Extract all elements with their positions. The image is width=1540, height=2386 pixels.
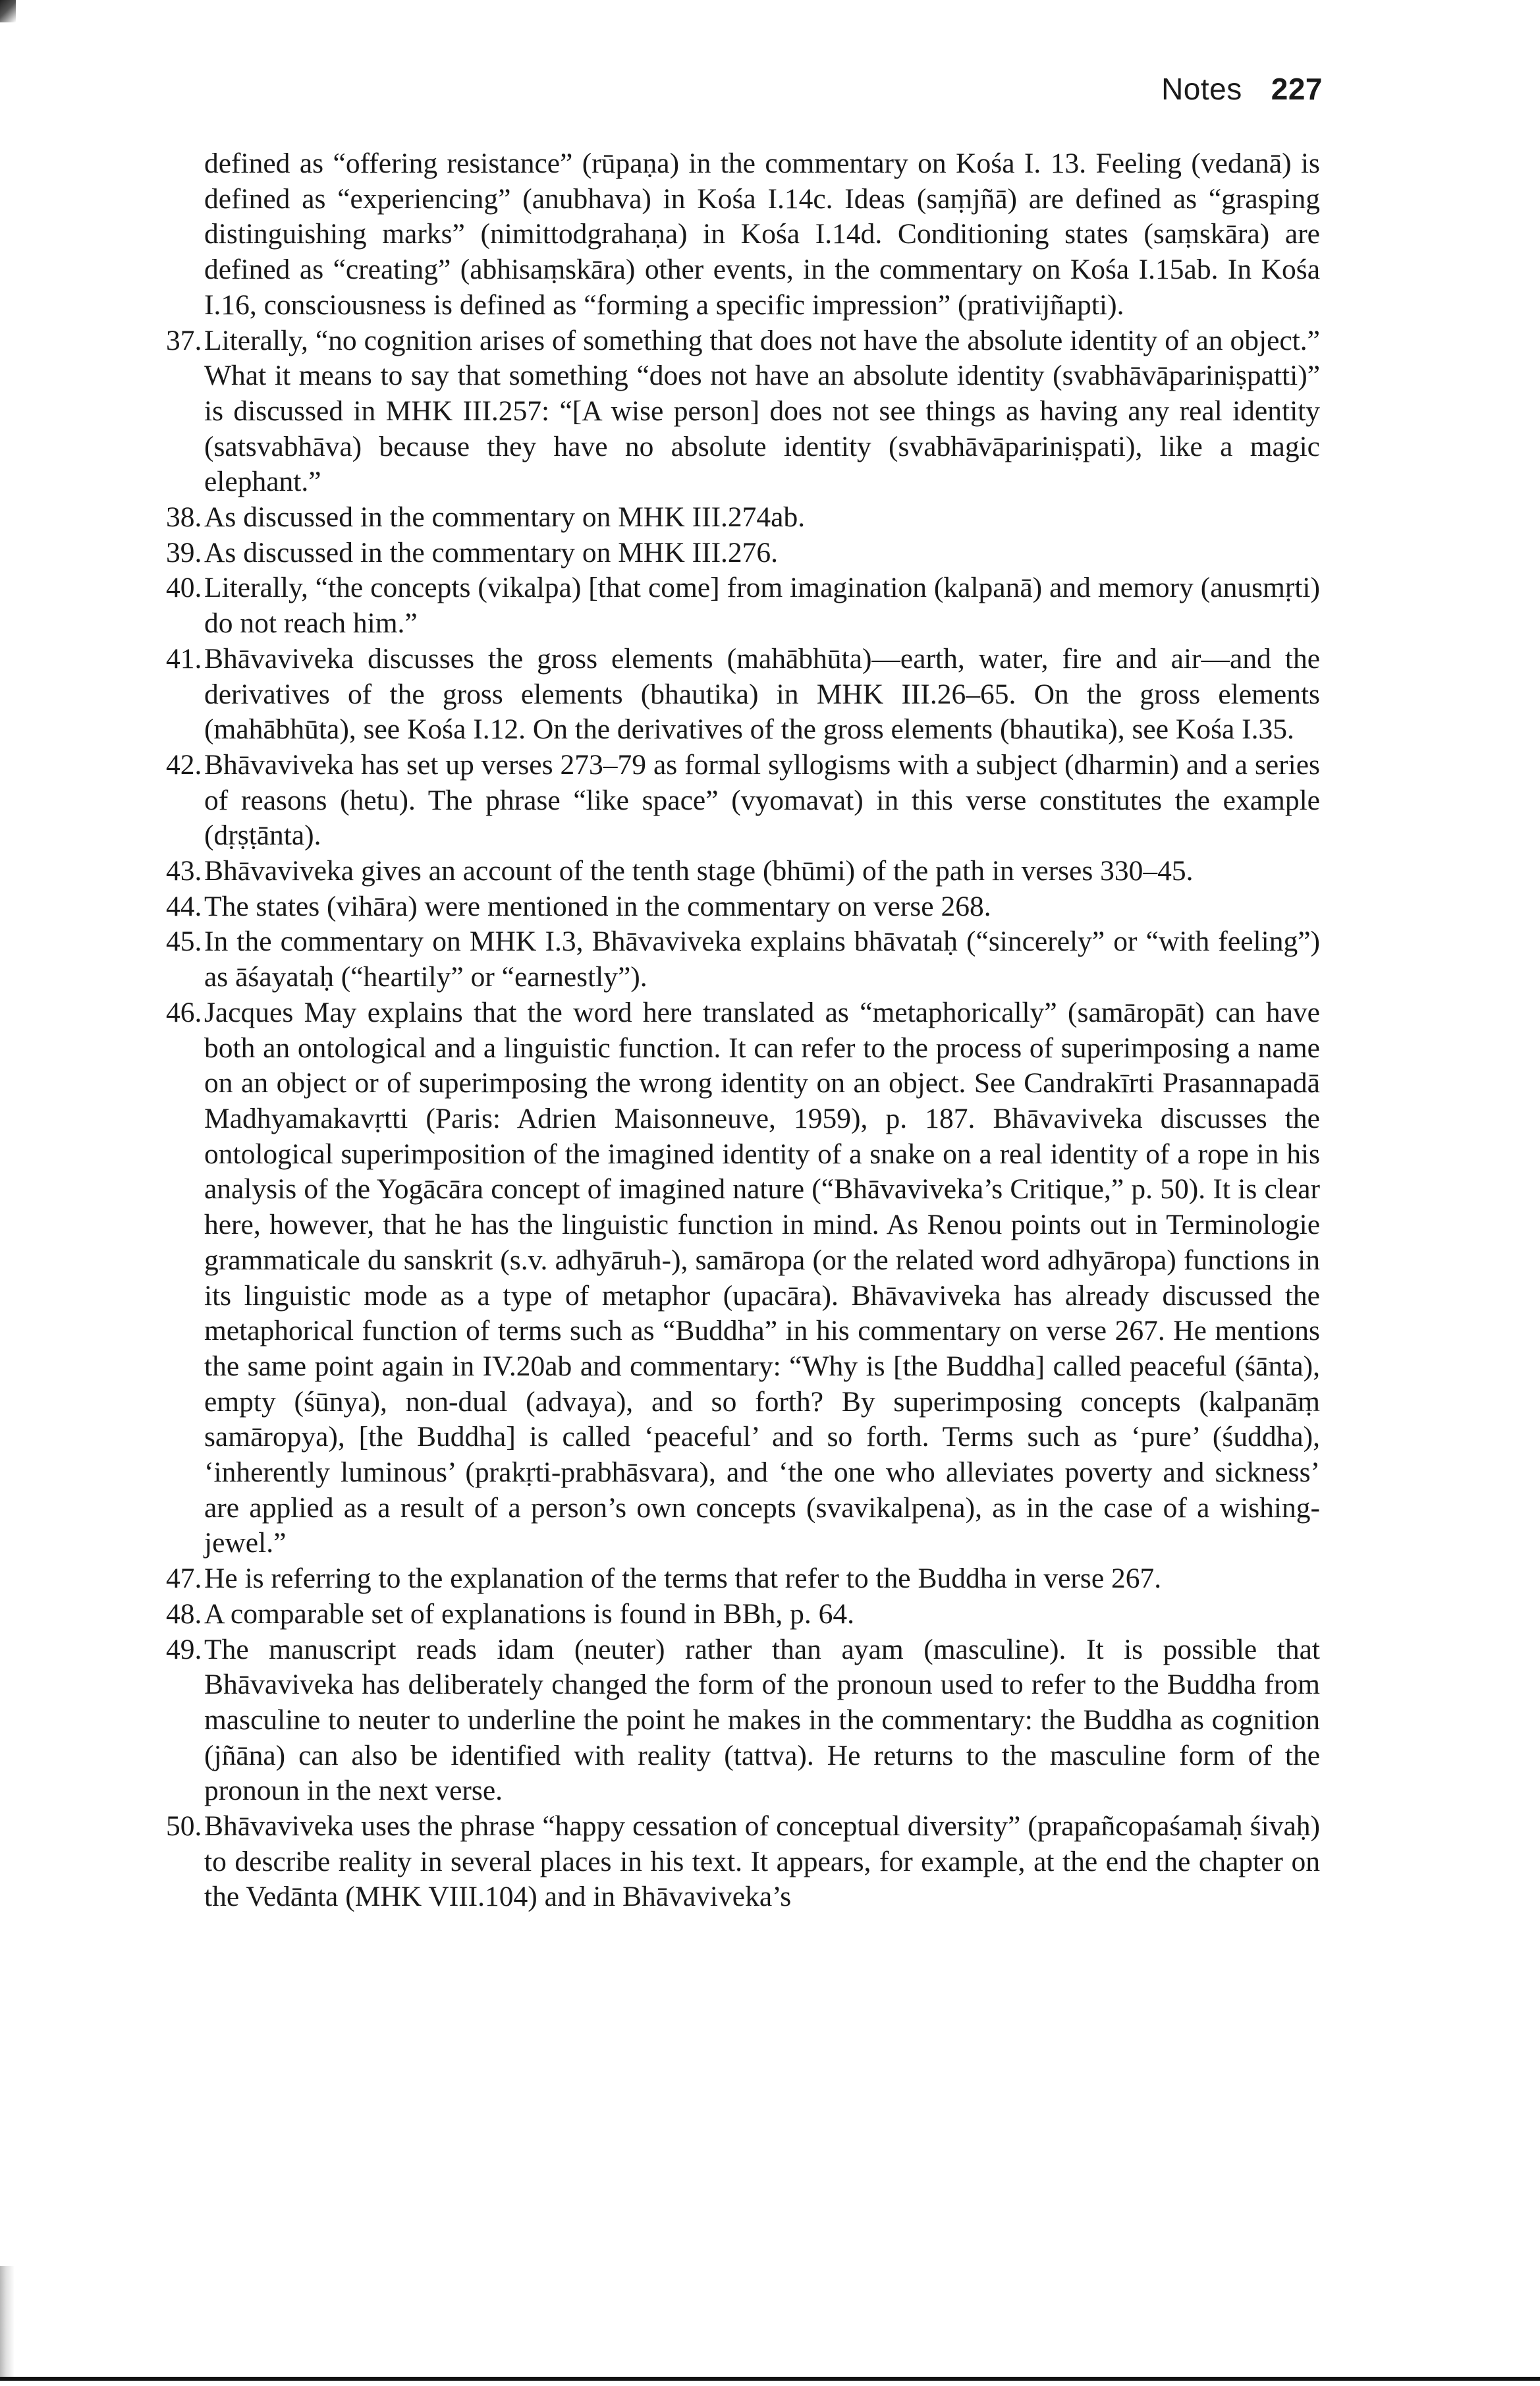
note-text: Jacques May explains that the word here translated as “metaphorically” (samāropāt) can have both an ontological and a linguistic function. It can refer to the process of superimposing a name on an object or of superimposing the wrong identity on an object. See Candrakīrti Prasannapadā Madhyamakavṛtti (Paris: Adrien Maisonneuve, 1959), p. 187. Bhāvaviveka discusses the ontological superimposition of the imagined identity of a snake on a real identity of a rope in his analysis of the Yogācāra concept of imagined nature (“Bhāvaviveka’s Critique,” p. 50). It is clear here, however, that he has the linguistic function in mind. As Renou points out in Terminologie grammaticale du sanskrit (s.v. adhyāruh-), samāropa (or the related word adhyāropa) functions in its linguistic mode as a type of metaphor (upacāra). Bhāvaviveka has already discussed the metaphorical function of terms such as “Buddha” in his commentary on verse 267. He mentions the same point again in IV.20ab and commentary: “Why is [the Buddha] called peaceful (śānta), empty (śūnya), non-dual (advaya), and so forth? By superimposing concepts (kalpanāṃ samāropya), [the Buddha] is called ‘peaceful’ and so forth. Terms such as ‘pure’ (śuddha), ‘inherently luminous’ (prakṛti-prabhāsvara), and ‘the one who alleviates poverty and sickness’ are applied as a result of a person’s own concepts (svavikalpena), as in the case of a wishing-jewel.” [204, 996, 1320, 1559]
note-text: Bhāvaviveka discusses the gross elements (mahābhūta)—earth, water, fire and air—and the derivatives of the gross elements (bhautika) in MHK III.26–65. On the gross elements (mahābhūta), see Kośa I.12. On the derivatives of the gross elements (bhautika), see Kośa I.35. [204, 642, 1320, 746]
note-item [166, 570, 1320, 641]
note-item [166, 748, 1320, 854]
note-text: Literally, “the concepts (vikalpa) [that come] from imagination (kalpanā) and memory (anusmṛti) do not reach him.” [204, 572, 1320, 640]
note-item [166, 1809, 1320, 1915]
note-number: 44. [166, 890, 202, 922]
running-head [1161, 71, 1323, 107]
note-number: 48. [166, 1597, 202, 1630]
note-text: Bhāvaviveka uses the phrase “happy cessation of conceptual diversity” (prapañcopaśamaḥ śivaḥ) to describe reality in several places in his text. It appears, for example, at the end the chapter on the Vedānta (MHK VIII.104) and in Bhāvaviveka’s [204, 1810, 1320, 1913]
note-item [166, 642, 1320, 748]
note-text: Bhāvaviveka has set up verses 273–79 as formal syllogisms with a subject (dharmin) and a series of reasons (hetu). The phrase “like space” (vyomavat) in this verse constitutes the example (dṛṣṭānta). [204, 748, 1320, 852]
notes-body [166, 146, 1320, 1915]
note-item [166, 500, 1320, 536]
note-item [166, 1632, 1320, 1810]
note-text: The states (vihāra) were mentioned in the commentary on verse 268. [204, 890, 991, 922]
page-number: 227 [1271, 72, 1323, 106]
note-number: 41. [166, 642, 202, 675]
note-item [166, 323, 1320, 501]
note-text: Literally, “no cognition arises of something that does not have the absolute identity of an object.” What it means to say that something “does not have an absolute identity (svabhāvāpariniṣpatti)” is discussed in MHK III.257: “[A wise person] does not see things as having any real identity (satsvabhāva) because they have no absolute identity (svabhāvāpariniṣpati), like a magic elephant.” [204, 324, 1320, 498]
lead-paragraph: defined as “offering resistance” (rūpaṇa) in the commentary on Kośa I. 13. Feeling (vedanā) is defined as “experiencing” (anubhava) in Kośa I.14c. Ideas (saṃjñā) are defined as “grasping distinguishing marks” (nimittodgrahaṇa) in Kośa I.14d. Conditioning states (saṃskāra) are defined as “creating” (abhisaṃskāra) other events, in the commentary on Kośa I.15ab. In Kośa I.16, consciousness is defined as “forming a specific impression” (prativijñapti). [204, 148, 1320, 321]
note-number: 39. [166, 536, 202, 569]
note-number: 49. [166, 1633, 202, 1665]
note-number: 37. [166, 324, 202, 356]
running-head-section: Notes [1161, 72, 1242, 106]
note-item [166, 1561, 1320, 1597]
note-text: As discussed in the commentary on MHK III.276. [204, 536, 779, 569]
note-item [166, 1597, 1320, 1632]
note-number: 50. [166, 1810, 202, 1843]
note-text: As discussed in the commentary on MHK III.274ab. [204, 501, 806, 534]
note-item [166, 536, 1320, 571]
note-number: 43. [166, 855, 202, 887]
note-item [166, 995, 1320, 1561]
note-text: In the commentary on MHK I.3, Bhāvaviveka explains bhāvataḥ (“sincerely” or “with feeling”) as āśayataḥ (“heartily” or “earnestly”). [204, 926, 1320, 993]
note-number: 42. [166, 748, 202, 781]
note-number: 45. [166, 926, 202, 958]
note-item [166, 854, 1320, 889]
scan-bottom-edge [0, 2377, 1540, 2381]
note-text: Bhāvaviveka gives an account of the tenth stage (bhūmi) of the path in verses 330–45. [204, 855, 1194, 887]
note-number: 46. [166, 996, 202, 1028]
note-text: A comparable set of explanations is found in BBh, p. 64. [204, 1597, 855, 1630]
note-item [166, 889, 1320, 925]
note-number: 47. [166, 1563, 202, 1595]
note-number: 38. [166, 501, 202, 534]
note-text: The manuscript reads idam (neuter) rather than ayam (masculine). It is possible that Bhāvaviveka has deliberately changed the form of the pronoun used to refer to the Buddha from masculine to neuter to underline the point he makes in the commentary: the Buddha as cognition (jñāna) can also be identified with reality (tattva). He returns to the masculine form of the pronoun in the next verse. [204, 1633, 1320, 1807]
scan-edge-bottom [0, 2266, 14, 2378]
scan-edge-top [0, 0, 16, 22]
note-number: 40. [166, 572, 202, 604]
note-item [166, 924, 1320, 995]
note-text: He is referring to the explanation of the terms that refer to the Buddha in verse 267. [204, 1563, 1162, 1595]
